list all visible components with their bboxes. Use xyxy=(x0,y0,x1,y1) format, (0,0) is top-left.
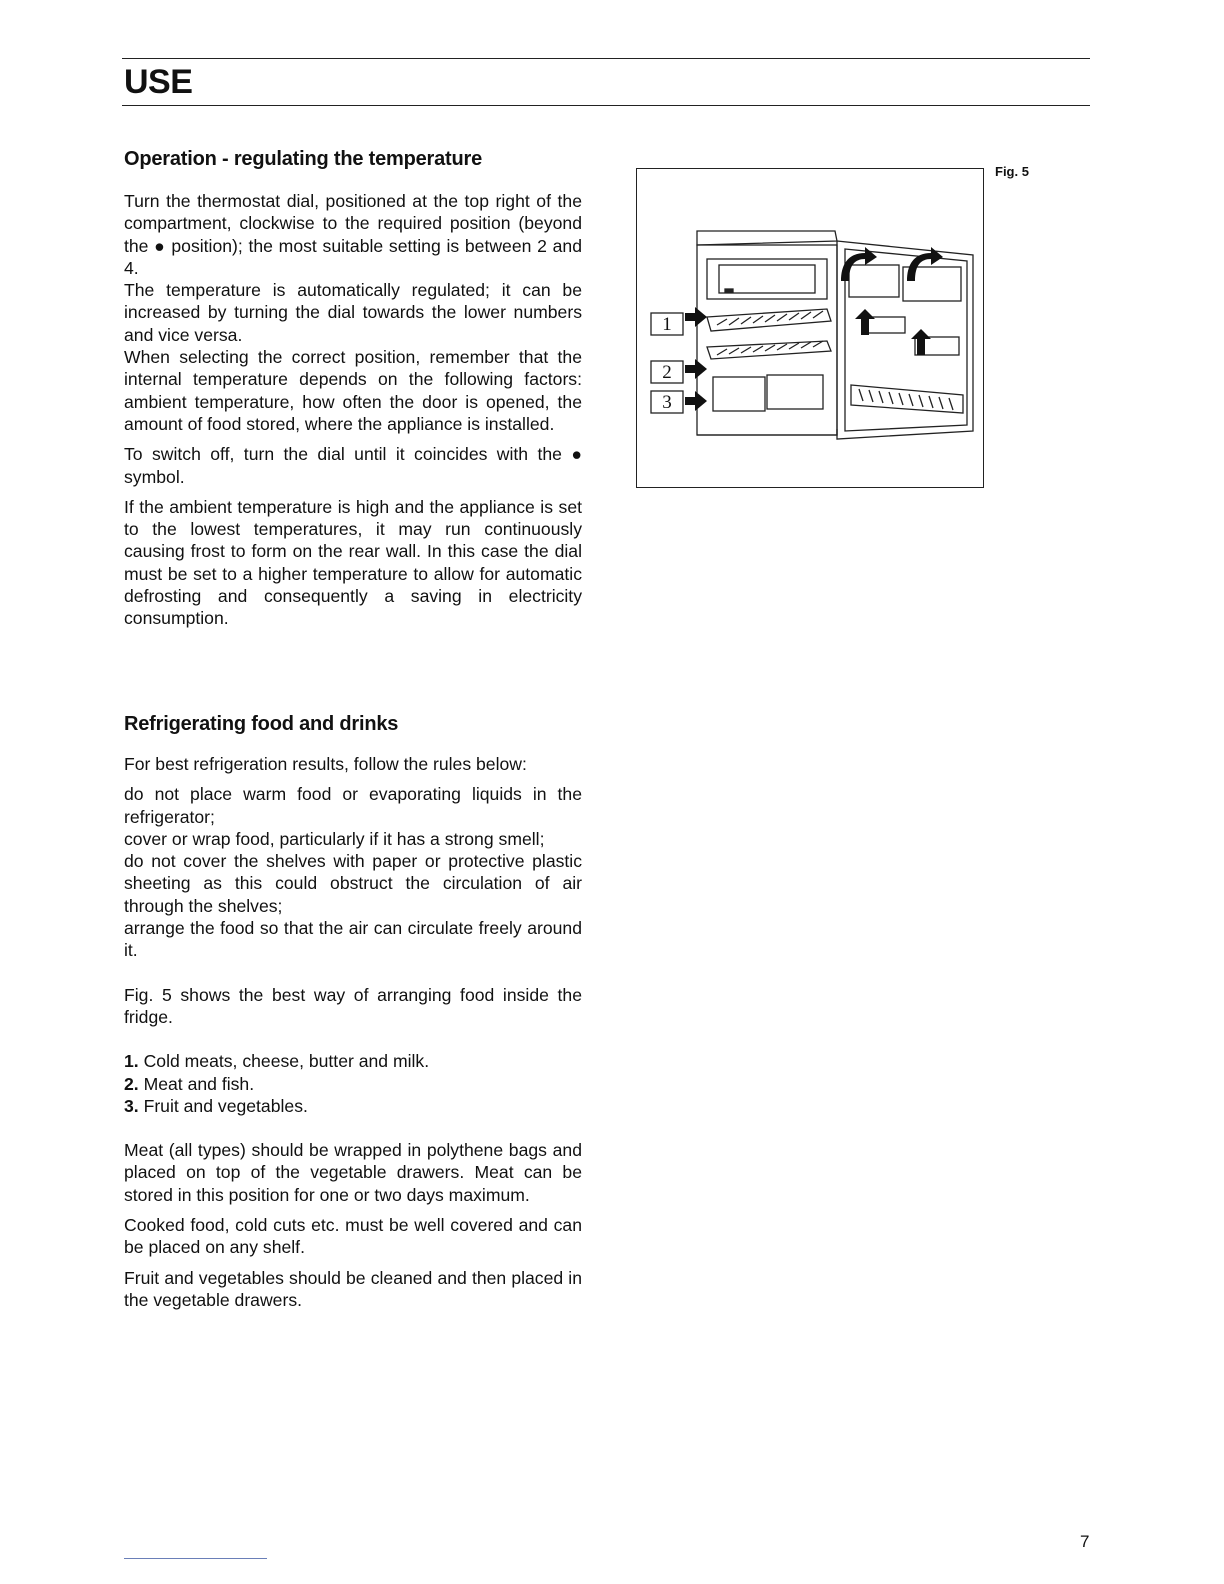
operation-paragraph-1: Turn the thermostat dial, positioned at the top right of the compartment, clockwise to the required position (beyond the ● position); the most suitable setting is between 2 and 4. xyxy=(124,191,582,278)
refrigerating-heading: Refrigerating food and drinks xyxy=(124,713,399,735)
rule-4: arrange the food so that the air can circulate freely around it. xyxy=(124,918,582,961)
list-item: 2. Meat and fish. xyxy=(124,1073,255,1094)
figure-label: Fig. 5 xyxy=(995,164,1029,179)
marker-1: 1 xyxy=(662,314,672,335)
meat-paragraph: Meat (all types) should be wrapped in polythene bags and placed on top of the vegetable drawers. Meat can be stored in this position for one or two days maximum. xyxy=(124,1140,582,1205)
operation-section xyxy=(124,146,582,630)
section-title: USE xyxy=(124,63,193,101)
footer-rule xyxy=(124,1558,267,1559)
operation-paragraph-3: When selecting the correct position, remember that the internal temperature depends on the following factors: ambient temperature, how often the door is opened, the amount of food stored, where the appliance is installed. xyxy=(124,347,582,434)
fruit-paragraph: Fruit and vegetables should be cleaned and then placed in the vegetable drawers. xyxy=(124,1267,582,1310)
operation-paragraph-5: If the ambient temperature is high and the appliance is set to the lowest temperatures, it may run continuously causing frost to form on the rear wall. In this case the dial must be set to a higher temperature to allow for automatic defrosting and consequently a saving in electricity consumption. xyxy=(124,496,582,629)
rule-1: do not place warm food or evaporating liquids in the refrigerator; xyxy=(124,784,582,827)
operation-paragraph-4: To switch off, turn the dial until it coincides with the ● symbol. xyxy=(124,444,582,487)
operation-heading: Operation - regulating the temperature xyxy=(124,148,483,170)
list-item: 3. Fruit and vegetables. xyxy=(124,1095,308,1116)
page-number: 7 xyxy=(1080,1532,1090,1551)
storage-list xyxy=(124,1050,582,1117)
rule-3: do not cover the shelves with paper or protective plastic sheeting as this could obstruct the circulation of air through the shelves; xyxy=(124,851,582,916)
operation-paragraph-2: The temperature is automatically regulated; it can be increased by turning the dial towards the lower numbers and vice versa. xyxy=(124,280,582,345)
header-rule-top xyxy=(122,58,1090,59)
header-rule-bottom xyxy=(122,105,1090,106)
refrigerating-section xyxy=(124,711,582,1311)
fig-reference: Fig. 5 shows the best way of arranging food inside the fridge. xyxy=(124,984,582,1027)
fridge-figure xyxy=(636,168,984,488)
fridge-illustration xyxy=(637,169,982,486)
refrigerating-intro: For best refrigeration results, follow the rules below: xyxy=(124,754,527,774)
marker-3: 3 xyxy=(662,392,672,413)
rule-2: cover or wrap food, particularly if it has a strong smell; xyxy=(124,828,545,849)
cooked-paragraph: Cooked food, cold cuts etc. must be well covered and can be placed on any shelf. xyxy=(124,1215,582,1258)
marker-2: 2 xyxy=(662,362,672,383)
list-item: 1. Cold meats, cheese, butter and milk. xyxy=(124,1051,430,1072)
